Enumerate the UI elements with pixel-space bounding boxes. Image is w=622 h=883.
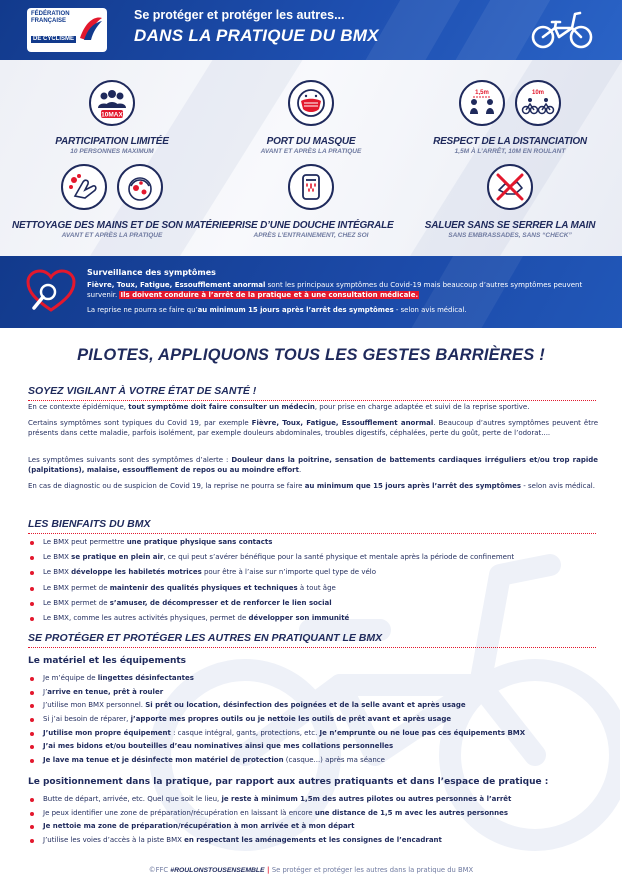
list-item-text: Le BMX, comme les autres activités physiques, permet de: [43, 613, 249, 622]
gesture-subtitle: 1,5M À L’ARRÊT, 10M EN ROULANT: [454, 148, 566, 155]
list-item: [28, 614, 603, 629]
gesture-subtitle: APRÈS L’ENTRAINEMENT, CHEZ SOI: [253, 232, 369, 239]
max-badge: 10MAX: [101, 111, 123, 119]
gesture-title: NETTOYAGE DES MAINS ET DE SON MATÉRIEL: [12, 220, 234, 231]
list-item: [28, 584, 603, 599]
list-item: [28, 553, 603, 568]
logo-text: FRANÇAISE: [31, 18, 67, 24]
text: , pour prise en charge adaptée et suivi de la reprise sportive.: [314, 403, 530, 411]
list-item: [28, 599, 603, 614]
ffc-logo: [27, 8, 107, 52]
section-divider: [28, 533, 596, 534]
list-item: [28, 701, 603, 715]
list-item-text: pour être à l’aise sur n’importe quel type de vélo: [201, 568, 376, 577]
symptoms-list: Fièvre, Toux, Fatigue, Essoufflement anormal: [87, 281, 266, 289]
list-item: [28, 756, 603, 770]
list-item-bold: J’ai mes bidons et/ou bouteilles d’eau nominatives ainsi que mes collations personnelles: [43, 742, 394, 751]
shower-icon: [288, 164, 334, 210]
list-item-bold: arrive en tenue, prêt à rouler: [47, 687, 164, 696]
section-title-protection: SE PROTÉGER ET PROTÉGER LES AUTRES EN PRATIQUANT LE BMX: [28, 632, 383, 644]
list-item-bold: je reste à minimum 1,5m des autres pilotes ou autres personnes à l’arrêt: [221, 795, 512, 803]
symptoms-text-body: sont les principaux symptômes du Covid-19 mais beaucoup d’autres symptômes peuvent survenir.: [87, 281, 583, 299]
list-item: [28, 674, 603, 688]
paragraph: [28, 482, 598, 492]
equipment-list: [28, 674, 603, 770]
gesture-cleaning: [12, 164, 234, 239]
list-item-bold: s’amuser, de décompresser et de renforcer le lien social: [109, 598, 332, 607]
logo-swoosh-icon: [78, 14, 104, 42]
list-item-text: Butte de départ, arrivée, etc. Quel que soit le lieu,: [43, 795, 222, 803]
paragraph: [28, 403, 598, 413]
subsection-title-positioning: Le positionnement dans la pratique, par rapport aux autres pratiquants et dans l’espace de pratique :: [28, 777, 549, 787]
gesture-mask: [211, 80, 411, 155]
bmx-bike-icon: [530, 6, 594, 50]
gesture-title: PRISE D’UNE DOUCHE INTÉGRALE: [228, 220, 394, 231]
gesture-title: RESPECT DE LA DISTANCIATION: [433, 136, 587, 147]
paragraph: [28, 419, 598, 438]
equipment-cleaning-icon: [117, 164, 163, 210]
text: Les symptômes suivants sont des symptômes d’alerte :: [28, 456, 232, 464]
list-item-bold: développe les habiletés motrices: [71, 568, 202, 577]
section-divider: [28, 647, 596, 648]
list-item-text: J’utilise les voies d’accès à la piste BMX: [43, 835, 185, 844]
list-item-bold: Si prêt ou location, désinfection des poignées et de la selle avant et après usage: [145, 701, 466, 710]
list-item-text: J’utilise mon BMX personnel.: [43, 701, 146, 710]
list-item-bold: développer son immunité: [248, 613, 350, 622]
mask-icon: [288, 80, 334, 126]
gestures-panel: [0, 60, 622, 256]
text-bold: Douleur dans la poitrine, sensation de battements cardiaques irréguliers et/ou trop rapide (palpitations), malaise, essoufflement de repos ou au moindre effort: [28, 456, 598, 474]
list-item: [28, 538, 603, 553]
logo-text: DE CYCLISME: [33, 36, 75, 42]
distance-standing-icon: [459, 80, 505, 126]
list-item: [28, 729, 603, 743]
footer-hashtag: #ROULONSTOUSENSEMBLE: [170, 867, 265, 874]
list-item-text: J’: [43, 687, 48, 696]
list-item-bold: une distance de 1,5 m avec les autres personnes: [314, 808, 509, 817]
list-item-text: Si j’ai besoin de réparer,: [43, 715, 131, 724]
gesture-title: SALUER SANS SE SERRER LA MAIN: [424, 220, 596, 231]
hand-washing-icon: [61, 164, 107, 210]
list-item-text: : casque intégral, gants, protections, etc.: [170, 728, 320, 737]
list-item-text: Je m’équipe de: [43, 674, 98, 682]
list-item-bold: Je nettoie ma zone de préparation/récupération à mon arrivée et à mon départ: [43, 822, 355, 831]
list-item-text: Le BMX: [43, 568, 72, 577]
text: . Beaucoup d’autres symptômes peuvent être présents dans cette maladie, parfois isolément, par exemple douleurs abdominales, troubles digestifs, céphalées, perte du goût, perte de l’odorat....: [28, 419, 598, 437]
footer-separator: |: [264, 866, 272, 874]
list-item-bold: en respectant les aménagements et les consignes de l’encadrant: [184, 835, 442, 844]
symptoms-note: [87, 306, 607, 314]
footer-copyright: ©FFC: [148, 866, 171, 874]
list-item-text: Le BMX permet de: [43, 598, 110, 607]
list-item-text: Le BMX: [43, 553, 72, 562]
logo-text: FÉDÉRATION: [31, 11, 70, 17]
list-item: [28, 809, 603, 823]
list-item-bold: se pratique en plein air: [71, 553, 164, 562]
gesture-subtitle: 10 PERSONNES MAXIMUM: [70, 148, 154, 155]
header-banner: [0, 0, 622, 60]
text-bold: au minimum que 15 jours après l’arrêt des symptômes: [304, 482, 522, 490]
text: En ce contexte épidémique,: [28, 403, 129, 411]
paragraph: [28, 456, 598, 475]
list-item-bold: Je lave ma tenue et je désinfecte mon matériel de protection: [43, 756, 284, 765]
gesture-distancing: [410, 80, 610, 155]
list-item-bold: Je n’emprunte ou ne loue pas ces équipements BMX: [319, 728, 526, 737]
gesture-participation: [12, 80, 212, 155]
text: Certains symptômes sont typiques du Covid 19, par exemple: [28, 419, 252, 427]
subsection-title-equipment: Le matériel et les équipements: [28, 656, 187, 666]
list-item: [28, 836, 603, 850]
distance-badge: 10m: [531, 90, 545, 96]
main-title: PILOTES, APPLIQUONS TOUS LES GESTES BARRIÈRES !: [77, 346, 545, 364]
header-subtitle: DANS LA PRATIQUE DU BMX: [134, 26, 379, 45]
distance-badge: 1,5m: [475, 90, 489, 96]
gesture-no-handshake: [410, 164, 610, 239]
section-title-benefits: LES BIENFAITS DU BMX: [28, 518, 151, 530]
list-item: [28, 715, 603, 729]
list-item-text: Le BMX permet de: [43, 583, 110, 592]
list-item-bold: j’apporte mes propres outils ou je nettoie les outils de prêt avant et après usage: [130, 715, 452, 724]
gesture-title: PORT DU MASQUE: [266, 136, 356, 147]
gesture-subtitle: AVANT ET APRÈS LA PRATIQUE: [61, 232, 163, 239]
positioning-list: [28, 795, 603, 849]
text: En cas de diagnostic ou de suspicion de Covid 19, la reprise ne pourra se faire: [28, 482, 305, 490]
list-item-text: Le BMX peut permettre: [43, 538, 127, 546]
list-item-bold: une pratique physique sans contacts: [126, 538, 273, 546]
list-item-bold: lingettes désinfectantes: [97, 674, 194, 682]
header-title: Se protéger et protéger les autres...: [134, 8, 345, 22]
no-handshake-icon: [487, 164, 533, 210]
footer-text: Se protéger et protéger les autres dans la pratique du BMX: [271, 866, 474, 874]
symptoms-text: [87, 281, 599, 300]
gesture-title: PARTICIPATION LIMITÉE: [55, 136, 169, 147]
symptoms-band: [0, 256, 622, 328]
list-item-text: Je peux identifier une zone de préparation/récupération en laissant là encore: [43, 808, 315, 817]
list-item: [28, 742, 603, 756]
list-item-text: (casque...) après ma séance: [283, 756, 385, 765]
distance-riding-icon: [515, 80, 561, 126]
benefits-list: [28, 538, 603, 629]
footer: [0, 866, 622, 874]
list-item: [28, 822, 603, 836]
text-bold: Fièvre, Toux, Fatigue, Essoufflement anormal: [251, 419, 434, 427]
note-text: La reprise ne pourra se faire qu’: [87, 306, 198, 314]
section-title-health: SOYEZ VIGILANT À VOTRE ÉTAT DE SANTÉ !: [28, 385, 257, 397]
gesture-subtitle: SANS EMBRASSADES, SANS “CHECK”: [448, 232, 572, 239]
list-item: [28, 688, 603, 702]
symptoms-title: Surveillance des symptômes: [87, 268, 216, 277]
list-item-text: à tout âge: [297, 583, 336, 592]
list-item: [28, 795, 603, 809]
note-bold: au minimum 15 jours après l’arrêt des symptômes: [197, 306, 394, 314]
text-bold: tout symptôme doit faire consulter un médecin: [128, 403, 315, 411]
list-item-text: , ce qui peut s’avérer bénéfique pour la santé physique et mentale après la période de confinement: [163, 553, 515, 562]
heart-search-icon: [26, 268, 76, 316]
symptoms-warning: Ils doivent conduire à l’arrêt de la pratique et à une consultation médicale.: [120, 290, 419, 299]
gesture-shower: [211, 164, 411, 239]
text: .: [298, 465, 302, 474]
list-item: [28, 568, 603, 583]
group-icon: [89, 80, 135, 126]
section-divider: [28, 400, 596, 401]
list-item-bold: J’utilise mon propre équipement: [43, 728, 171, 737]
text: - selon avis médical.: [521, 482, 595, 490]
note-text: - selon avis médical.: [393, 306, 467, 314]
gesture-subtitle: AVANT ET APRÈS LA PRATIQUE: [260, 148, 362, 155]
list-item-bold: maintenir des qualités physiques et techniques: [109, 583, 298, 592]
